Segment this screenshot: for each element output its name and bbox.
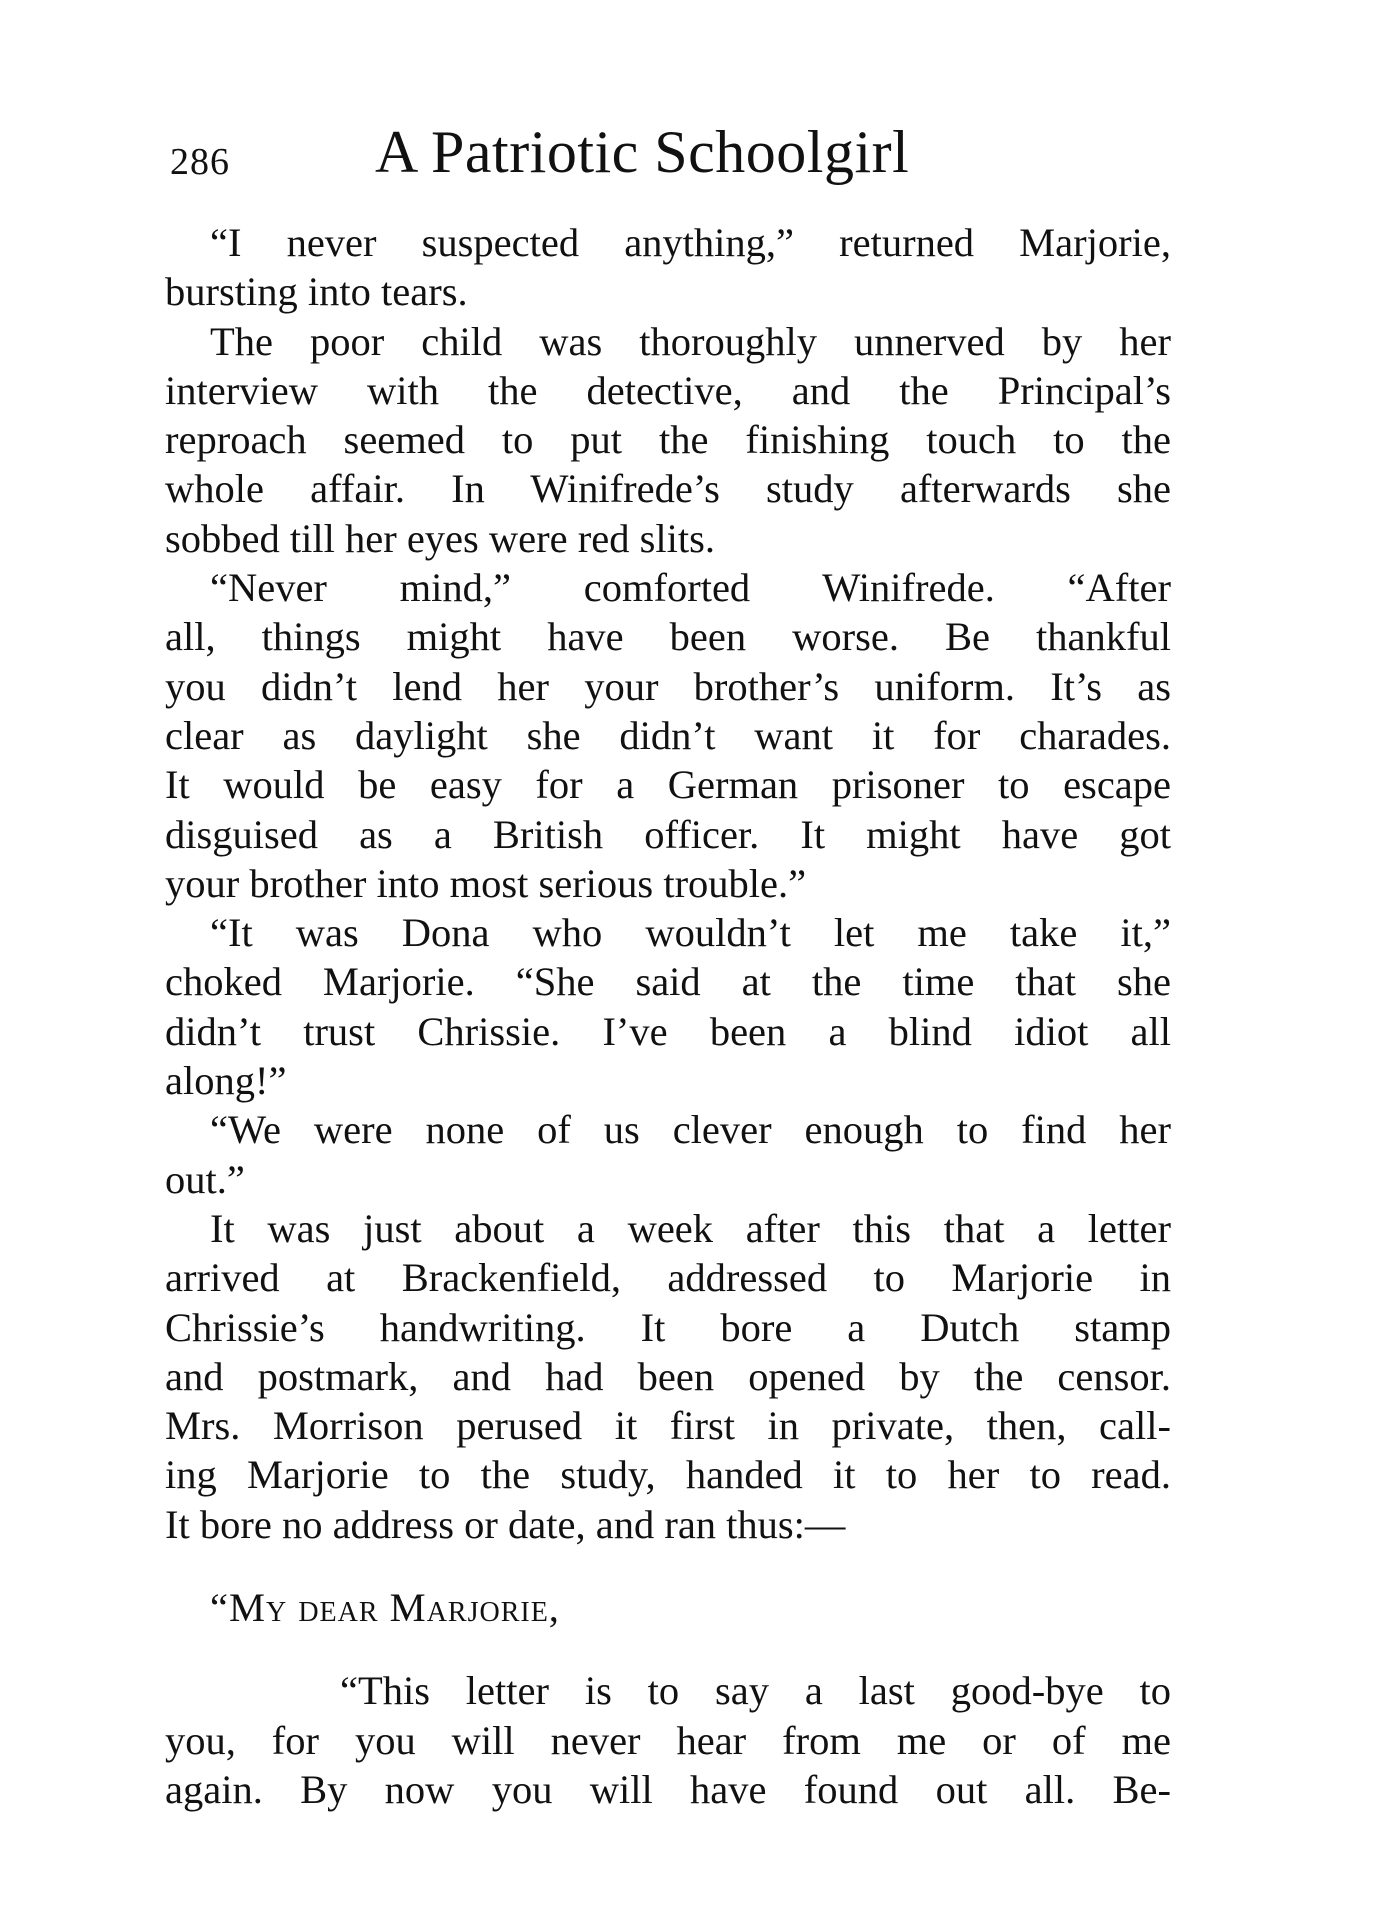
text-line: “We were none of us clever enough to find her: [210, 1107, 1171, 1153]
letter-salutation: “My dear Marjorie,: [210, 1585, 560, 1631]
text-line: arrived at Brackenfield, addressed to Marjorie in: [165, 1255, 1171, 1301]
text-line: reproach seemed to put the finishing touch to the: [165, 417, 1171, 463]
text-line: It would be easy for a German prisoner to escape: [165, 762, 1171, 808]
text-line: all, things might have been worse. Be thankful: [165, 614, 1171, 660]
text-line: sobbed till her eyes were red slits.: [165, 515, 715, 561]
text-line: “Never mind,” comforted Winifrede. “After: [210, 565, 1171, 611]
page-header: [170, 118, 1170, 198]
text-line: “This letter is to say a last good-bye to: [340, 1668, 1171, 1714]
text-line: disguised as a British officer. It might have got: [165, 811, 1171, 857]
text-line: and postmark, and had been opened by the censor.: [165, 1353, 1171, 1399]
text-line: didn’t trust Chrissie. I’ve been a blind idiot all: [165, 1008, 1171, 1054]
text-line: choked Marjorie. “She said at the time that she: [165, 959, 1171, 1005]
text-line: along!”: [165, 1058, 287, 1104]
text-line: again. By now you will have found out all. Be-: [165, 1766, 1171, 1812]
text-line: The poor child was thoroughly unnerved by her: [210, 318, 1171, 364]
text-line: whole affair. In Winifrede’s study afterwards she: [165, 466, 1171, 512]
text-line: Chrissie’s handwriting. It bore a Dutch stamp: [165, 1304, 1171, 1350]
text-line: bursting into tears.: [165, 269, 468, 315]
text-line: “I never suspected anything,” returned Marjorie,: [210, 220, 1171, 265]
text-line: you, for you will never hear from me or of me: [165, 1717, 1171, 1763]
text-line: Mrs. Morrison perused it first in private, then, call-: [165, 1403, 1171, 1449]
running-title: A Patriotic Schoolgirl: [375, 119, 910, 185]
text-line: clear as daylight she didn’t want it for charades.: [165, 712, 1171, 758]
paragraph-gap: [165, 1632, 1171, 1666]
text-line: ing Marjorie to the study, handed it to her to read.: [165, 1452, 1171, 1498]
text-line: your brother into most serious trouble.”: [165, 860, 807, 906]
letter-lines: [165, 1666, 1171, 1814]
text-line: “It was Dona who wouldn’t let me take it,”: [210, 910, 1171, 956]
text-line: It was just about a week after this that a letter: [210, 1205, 1171, 1251]
text-line: interview with the detective, and the Principal’s: [165, 367, 1171, 413]
narrative-lines: [165, 218, 1171, 1549]
text-line: out.”: [165, 1156, 245, 1202]
text-line: you didn’t lend her your brother’s uniform. It’s as: [165, 663, 1171, 709]
text-line: It bore no address or date, and ran thus:—: [165, 1501, 846, 1547]
paragraph-gap: [165, 1549, 1171, 1583]
page-number: 286: [170, 141, 230, 183]
body-text: [165, 218, 1171, 1814]
